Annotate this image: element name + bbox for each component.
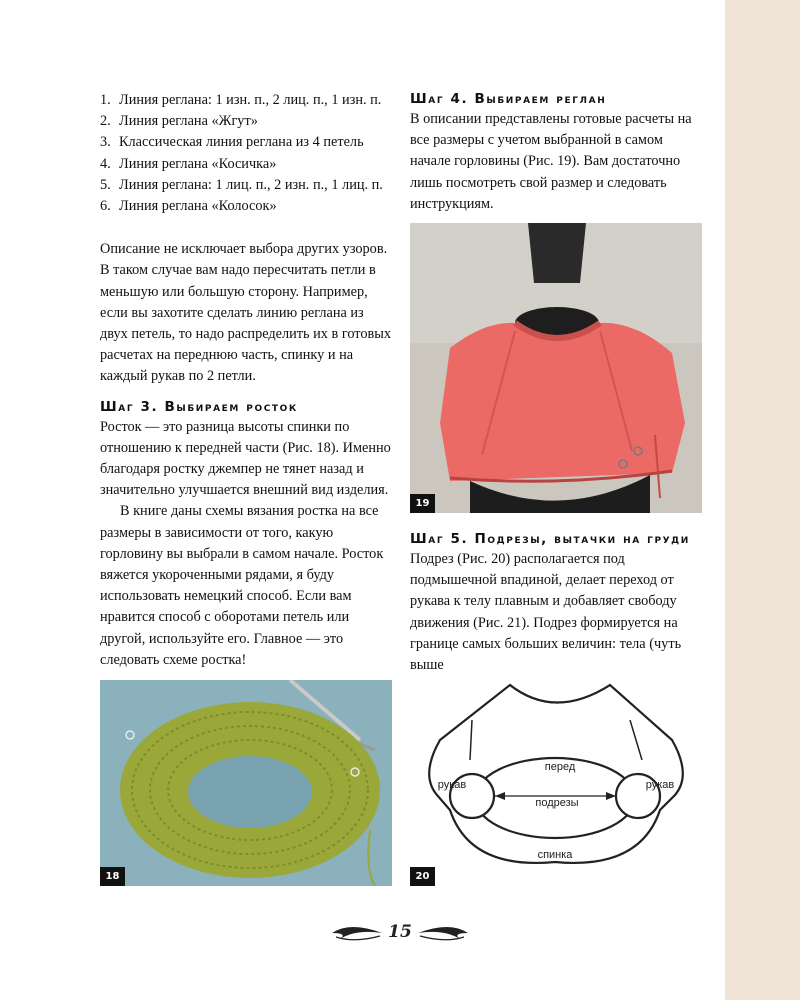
step4-heading: Шаг 4. Выбираем реглан [410,91,607,107]
figure-19-photo [410,223,702,513]
mannequin-sweater-image [410,223,702,513]
figure-number-badge: 18 [100,867,125,886]
diagram-label-front: перед [544,761,576,773]
diagram-label-sleeve-right: рукав [645,779,675,791]
diagram-label-sleeve-left: рукав [437,779,467,791]
diagram-label-back: спинка [537,849,573,861]
list-item: 5. Линия реглана: 1 лиц. п., 2 изн. п., 1 лиц. п. [100,176,383,193]
step3-heading: Шаг 3. Выбираем росток [100,398,298,415]
step5-heading: Шаг 5. Подрезы, вытачки на груди [410,531,690,547]
regl-line-list [100,90,392,217]
page-number: 15 [388,922,412,942]
left-column [100,90,392,671]
figure-18-photo [100,680,392,886]
step5-paragraph: Подрез (Рис. 20) располагается под подмышечной впадиной, делает переход от рукава к телу плавным и добавляет свободу движения (Рис. 21). Подрез формируется на границе самых больших величин: тела (чуть выше [410,551,682,674]
figure-20-diagram [410,680,702,886]
page-footer [330,917,470,951]
list-item: 4. Линия реглана «Косичка» [100,155,277,172]
flourish-right-icon [414,917,470,951]
right-column-lower [410,530,702,676]
diagram-label-underarm: подрезы [535,797,579,809]
knitted-yoke-image [100,680,392,886]
figure-number-badge: 19 [410,494,435,513]
step3-paragraph-1: Росток — это разница высоты спинки по отношению к передней части (Рис. 18). Именно благодаря ростку джемпер не тянет назад и значительно улучшается внешний вид изделия. [100,418,391,499]
figure-number-badge: 20 [410,867,435,886]
page-edge-band [725,0,800,1000]
list-item: 3. Классическая линия реглана из 4 петель [100,134,364,151]
right-column [410,90,702,215]
step3-paragraph-2: В книге даны схемы вязания ростка на все размеры в зависимости от того, какую горловину вы выбрали в самом начале. Росток вяжется укороченными рядами, я буду использовать немецкий способ. Если вам нравится способ с оборотами петель или другой, используйте его. Главное — это следовать схеме ростка! [100,503,384,668]
list-item: 6. Линия реглана «Колосок» [100,198,277,215]
raglan-diagram-svg [410,680,702,886]
list-item: 2. Линия реглана «Жгут» [100,113,258,130]
step4-paragraph: В описании представлены готовые расчеты на все размеры с учетом выбранной в самом начале горловины (Рис. 19). Вам достаточно лишь посмотреть свой размер и следовать инструкциям. [410,111,692,212]
list-item: 1. Линия реглана: 1 изн. п., 2 лиц. п., 1 изн. п. [100,92,382,108]
flourish-left-icon [330,917,386,951]
intro-paragraph: Описание не исключает выбора других узоров. В таком случае вам надо пересчитать петли в меньшую или большую сторону. Например, если вы захотите сделать линию реглана из двух петель, то надо распределить их в готовых расчетах на переднюю часть, спинку и на каждый рукав по 2 петли. [100,241,391,385]
